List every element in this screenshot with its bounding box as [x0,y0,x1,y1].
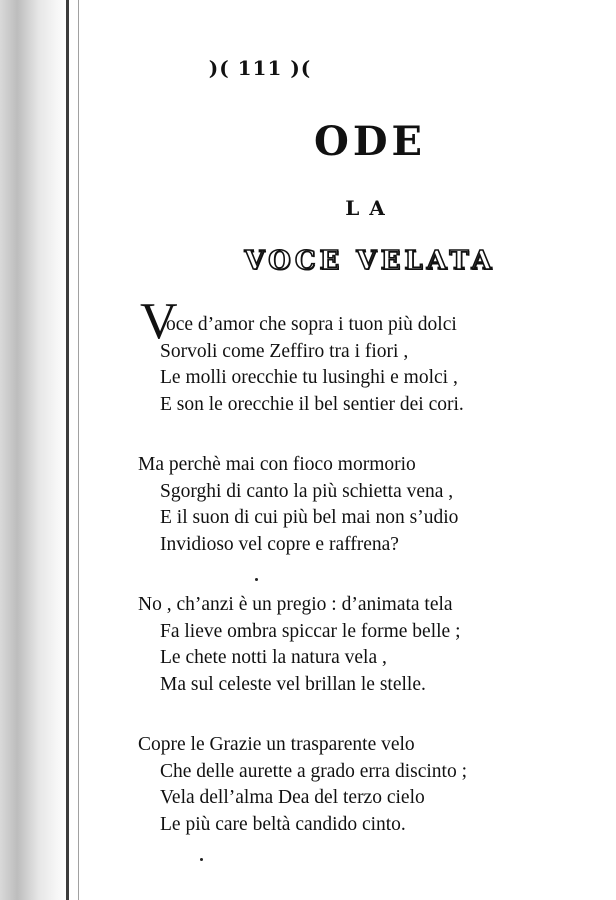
verse-line: Copre le Grazie un trasparente velo [138,734,415,755]
page-gutter [0,0,96,900]
verse-line: Ma perchè mai con fioco mormorio [138,454,416,475]
poem-heading: VOCE VELATA [244,246,496,276]
verse-line: E son le orecchie il bel sentier dei cori. [160,393,464,415]
verse-line: E il suon di cui più bel mai non s’udio [160,507,459,528]
verse-line: Sgorghi di canto la più schietta vena , [160,480,454,502]
verse-line: Le chete notti la natura vela , [160,647,387,668]
ink-speck [255,578,258,581]
ink-speck [200,858,203,861]
verse-line: No , ch’anzi è un pregio : d’animata tela [138,594,453,615]
verse-line: oce d’amor che sopra i tuon più dolci [166,314,457,335]
stanza-4 [138,732,578,838]
drop-cap: V [140,293,178,350]
verse-line: Vela dell’alma Dea del terzo cielo [160,787,425,808]
verse-line: Le molli orecchie tu lusinghi e molci , [160,367,458,388]
page-number: )( 111 )( [208,56,312,80]
verse-line: Le più care beltà candido cinto. [160,813,406,835]
ode-title: ODE [313,118,427,165]
stanza-1 [138,312,578,418]
verse-line: Ma sul celeste vel brillan le stelle. [160,673,426,695]
verse-line: Invidioso vel copre e raffrena? [160,533,399,555]
verse-line: Che delle aurette a grado erra discinto ; [160,760,467,782]
stanza-3 [138,592,578,698]
verse-line: Fa lieve ombra spiccar le forme belle ; [160,620,461,642]
stanza-2 [138,452,578,558]
binding-edge [66,0,69,900]
binding-edge-inner [78,0,79,900]
verse-line: Sorvoli come Zeffiro tra i fiori , [160,340,409,362]
ode-subtitle: LA [345,196,395,220]
